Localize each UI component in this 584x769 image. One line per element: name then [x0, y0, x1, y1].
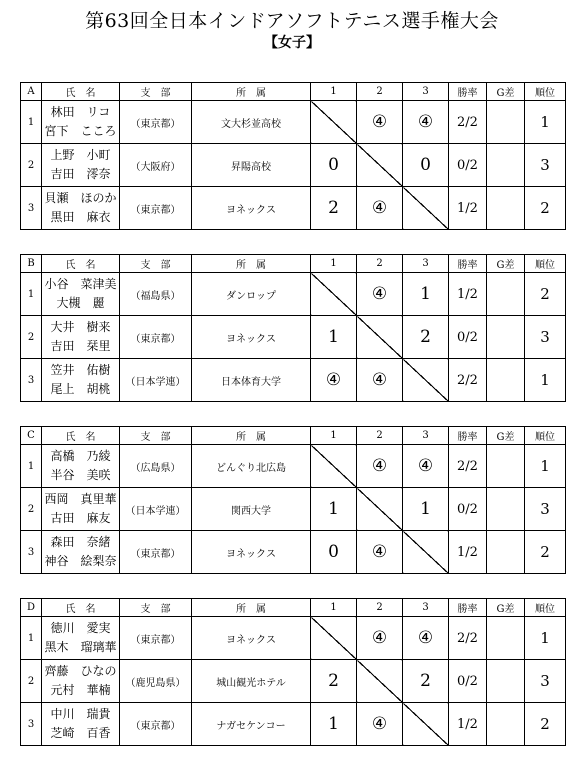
branch-cell: （日本学連）	[120, 359, 192, 402]
header-col-1: 1	[311, 427, 357, 445]
self-match-diagonal-cell	[403, 359, 449, 402]
self-match-diagonal-cell	[311, 617, 357, 660]
header-col-2: 2	[357, 83, 403, 101]
player-names	[42, 144, 120, 187]
player-2-name: 大槻 麗	[56, 296, 105, 310]
header-col-3: 3	[403, 255, 449, 273]
table-row	[21, 617, 566, 660]
header-col-3: 3	[403, 83, 449, 101]
self-match-diagonal-cell	[403, 187, 449, 230]
game-diff-cell	[487, 273, 525, 316]
pool-header-row	[21, 83, 566, 101]
entry-number: 1	[21, 101, 42, 144]
rank-cell: 1	[525, 359, 566, 402]
player-names	[42, 359, 120, 402]
header-rank: 順位	[525, 599, 566, 617]
self-match-diagonal-cell	[311, 445, 357, 488]
player-1-name: 笠井 佑樹	[50, 363, 111, 377]
header-name: 氏 名	[42, 427, 120, 445]
branch-cell: （東京都）	[120, 703, 192, 746]
page-subtitle: 【女子】	[264, 35, 320, 51]
game-diff-cell	[487, 703, 525, 746]
affiliation-cell: ナガセケンコー	[192, 703, 311, 746]
player-2-name: 神谷 絵梨奈	[44, 554, 117, 568]
result-cell-3: 2	[403, 316, 449, 359]
pool-header-row	[21, 255, 566, 273]
header-affiliation: 所 属	[192, 427, 311, 445]
branch-cell: （東京都）	[120, 531, 192, 574]
player-2-name: 芝崎 百香	[50, 726, 111, 740]
result-cell-1: 1	[311, 488, 357, 531]
game-diff-cell	[487, 531, 525, 574]
win-rate-cell: 1/2	[449, 531, 487, 574]
player-1-name: 高橋 乃綾	[50, 449, 111, 463]
win-rate-cell: 2/2	[449, 359, 487, 402]
player-2-name: 宮下 こころ	[44, 124, 117, 138]
pool-label: D	[21, 599, 42, 617]
result-cell-2: ④	[357, 531, 403, 574]
header-rank: 順位	[525, 255, 566, 273]
header-game-diff: G差	[487, 83, 525, 101]
header-name: 氏 名	[42, 255, 120, 273]
branch-cell: （東京都）	[120, 617, 192, 660]
header-branch: 支 部	[120, 255, 192, 273]
entry-number: 3	[21, 531, 42, 574]
table-row	[21, 660, 566, 703]
header-name: 氏 名	[42, 83, 120, 101]
affiliation-cell: ヨネックス	[192, 531, 311, 574]
rank-cell: 1	[525, 445, 566, 488]
result-cell-2: ④	[357, 359, 403, 402]
header-win-rate: 勝率	[449, 255, 487, 273]
header-branch: 支 部	[120, 427, 192, 445]
pool-table-b	[20, 254, 566, 402]
game-diff-cell	[487, 445, 525, 488]
header-win-rate: 勝率	[449, 427, 487, 445]
entry-number: 2	[21, 488, 42, 531]
win-rate-cell: 2/2	[449, 445, 487, 488]
result-cell-1: 2	[311, 660, 357, 703]
game-diff-cell	[487, 144, 525, 187]
player-1-name: 上野 小町	[50, 148, 111, 162]
header-affiliation: 所 属	[192, 83, 311, 101]
game-diff-cell	[487, 316, 525, 359]
player-1-name: 森田 奈緒	[50, 535, 111, 549]
pool-header-row	[21, 427, 566, 445]
affiliation-cell: 昇陽高校	[192, 144, 311, 187]
self-match-diagonal-cell	[357, 316, 403, 359]
branch-cell: （東京都）	[120, 316, 192, 359]
rank-cell: 2	[525, 187, 566, 230]
result-cell-3: ④	[403, 101, 449, 144]
entry-number: 3	[21, 703, 42, 746]
win-rate-cell: 1/2	[449, 273, 487, 316]
entry-number: 1	[21, 617, 42, 660]
table-row	[21, 359, 566, 402]
table-row	[21, 101, 566, 144]
win-rate-cell: 0/2	[449, 144, 487, 187]
affiliation-cell: 日本体育大学	[192, 359, 311, 402]
player-names	[42, 101, 120, 144]
result-cell-1: 1	[311, 703, 357, 746]
rank-cell: 1	[525, 617, 566, 660]
player-names	[42, 617, 120, 660]
rank-cell: 2	[525, 703, 566, 746]
pool-table-d	[20, 598, 566, 746]
player-names	[42, 531, 120, 574]
entry-number: 2	[21, 144, 42, 187]
win-rate-cell: 0/2	[449, 488, 487, 531]
pool-label: B	[21, 255, 42, 273]
header-col-1: 1	[311, 83, 357, 101]
result-cell-2: ④	[357, 445, 403, 488]
header-col-2: 2	[357, 427, 403, 445]
header-win-rate: 勝率	[449, 83, 487, 101]
player-2-name: 吉田 澪奈	[50, 167, 111, 181]
result-cell-3: 0	[403, 144, 449, 187]
player-1-name: 林田 リコ	[50, 105, 111, 119]
affiliation-cell: ヨネックス	[192, 617, 311, 660]
affiliation-cell: 文大杉並高校	[192, 101, 311, 144]
result-cell-1: 0	[311, 144, 357, 187]
result-cell-3: 1	[403, 273, 449, 316]
player-names	[42, 445, 120, 488]
result-cell-3: 1	[403, 488, 449, 531]
branch-cell: （東京都）	[120, 187, 192, 230]
entry-number: 3	[21, 187, 42, 230]
affiliation-cell: どんぐり北広島	[192, 445, 311, 488]
header-col-1: 1	[311, 599, 357, 617]
player-2-name: 半谷 美咲	[50, 468, 111, 482]
pool-table-c	[20, 426, 566, 574]
self-match-diagonal-cell	[403, 703, 449, 746]
header-game-diff: G差	[487, 599, 525, 617]
self-match-diagonal-cell	[357, 660, 403, 703]
game-diff-cell	[487, 359, 525, 402]
game-diff-cell	[487, 488, 525, 531]
table-row	[21, 273, 566, 316]
player-2-name: 黑木 瑠璃華	[44, 640, 117, 654]
rank-cell: 1	[525, 101, 566, 144]
header-affiliation: 所 属	[192, 255, 311, 273]
header-col-1: 1	[311, 255, 357, 273]
branch-cell: （広島県）	[120, 445, 192, 488]
affiliation-cell: ヨネックス	[192, 316, 311, 359]
header-col-2: 2	[357, 599, 403, 617]
branch-cell: （東京都）	[120, 101, 192, 144]
result-cell-1: ④	[311, 359, 357, 402]
self-match-diagonal-cell	[357, 144, 403, 187]
pool-label: A	[21, 83, 42, 101]
branch-cell: （大阪府）	[120, 144, 192, 187]
rank-cell: 3	[525, 488, 566, 531]
entry-number: 1	[21, 273, 42, 316]
self-match-diagonal-cell	[357, 488, 403, 531]
rank-cell: 3	[525, 660, 566, 703]
win-rate-cell: 2/2	[449, 617, 487, 660]
win-rate-cell: 2/2	[449, 101, 487, 144]
page-title: 第63回全日本インドアソフトテニス選手権大会	[85, 10, 499, 32]
player-1-name: 徳川 愛実	[50, 621, 111, 635]
branch-cell: （鹿児島県）	[120, 660, 192, 703]
player-2-name: 元村 華楠	[50, 683, 111, 697]
table-row	[21, 703, 566, 746]
header-rank: 順位	[525, 427, 566, 445]
header-affiliation: 所 属	[192, 599, 311, 617]
game-diff-cell	[487, 187, 525, 230]
table-row	[21, 187, 566, 230]
pool-table-a	[20, 82, 566, 230]
header-win-rate: 勝率	[449, 599, 487, 617]
affiliation-cell: ヨネックス	[192, 187, 311, 230]
player-1-name: 齊藤 ひなの	[44, 664, 117, 678]
player-2-name: 黒田 麻衣	[50, 210, 111, 224]
win-rate-cell: 1/2	[449, 187, 487, 230]
entry-number: 2	[21, 316, 42, 359]
branch-cell: （日本学連）	[120, 488, 192, 531]
header-game-diff: G差	[487, 255, 525, 273]
player-names	[42, 316, 120, 359]
pool-header-row	[21, 599, 566, 617]
result-cell-2: ④	[357, 617, 403, 660]
result-cell-2: ④	[357, 273, 403, 316]
player-names	[42, 488, 120, 531]
result-cell-2: ④	[357, 703, 403, 746]
result-cell-1: 0	[311, 531, 357, 574]
entry-number: 3	[21, 359, 42, 402]
player-1-name: 貝瀬 ほのか	[44, 191, 117, 205]
affiliation-cell: 城山観光ホテル	[192, 660, 311, 703]
table-row	[21, 144, 566, 187]
self-match-diagonal-cell	[403, 531, 449, 574]
player-1-name: 大井 樹来	[50, 320, 111, 334]
table-row	[21, 488, 566, 531]
player-2-name: 尾上 胡桃	[50, 382, 111, 396]
rank-cell: 3	[525, 144, 566, 187]
result-cell-2: ④	[357, 101, 403, 144]
player-2-name: 吉田 栞里	[50, 339, 111, 353]
win-rate-cell: 0/2	[449, 660, 487, 703]
self-match-diagonal-cell	[311, 101, 357, 144]
player-1-name: 西岡 真里華	[44, 492, 117, 506]
rank-cell: 2	[525, 531, 566, 574]
result-cell-3: ④	[403, 445, 449, 488]
player-names	[42, 703, 120, 746]
win-rate-cell: 0/2	[449, 316, 487, 359]
header-rank: 順位	[525, 83, 566, 101]
header-name: 氏 名	[42, 599, 120, 617]
win-rate-cell: 1/2	[449, 703, 487, 746]
pool-label: C	[21, 427, 42, 445]
game-diff-cell	[487, 617, 525, 660]
player-names	[42, 187, 120, 230]
self-match-diagonal-cell	[311, 273, 357, 316]
table-row	[21, 445, 566, 488]
game-diff-cell	[487, 101, 525, 144]
rank-cell: 3	[525, 316, 566, 359]
result-cell-3: 2	[403, 660, 449, 703]
header-branch: 支 部	[120, 599, 192, 617]
header-col-3: 3	[403, 427, 449, 445]
result-cell-3: ④	[403, 617, 449, 660]
entry-number: 2	[21, 660, 42, 703]
player-names	[42, 273, 120, 316]
result-cell-2: ④	[357, 187, 403, 230]
table-row	[21, 316, 566, 359]
player-2-name: 古田 麻友	[50, 511, 111, 525]
header-branch: 支 部	[120, 83, 192, 101]
affiliation-cell: ダンロップ	[192, 273, 311, 316]
result-cell-1: 2	[311, 187, 357, 230]
player-names	[42, 660, 120, 703]
game-diff-cell	[487, 660, 525, 703]
player-1-name: 小谷 菜津美	[44, 277, 117, 291]
header-col-2: 2	[357, 255, 403, 273]
header-col-3: 3	[403, 599, 449, 617]
table-row	[21, 531, 566, 574]
branch-cell: （福島県）	[120, 273, 192, 316]
player-1-name: 中川 瑞貴	[50, 707, 111, 721]
rank-cell: 2	[525, 273, 566, 316]
affiliation-cell: 関西大学	[192, 488, 311, 531]
entry-number: 1	[21, 445, 42, 488]
header-game-diff: G差	[487, 427, 525, 445]
result-cell-1: 1	[311, 316, 357, 359]
